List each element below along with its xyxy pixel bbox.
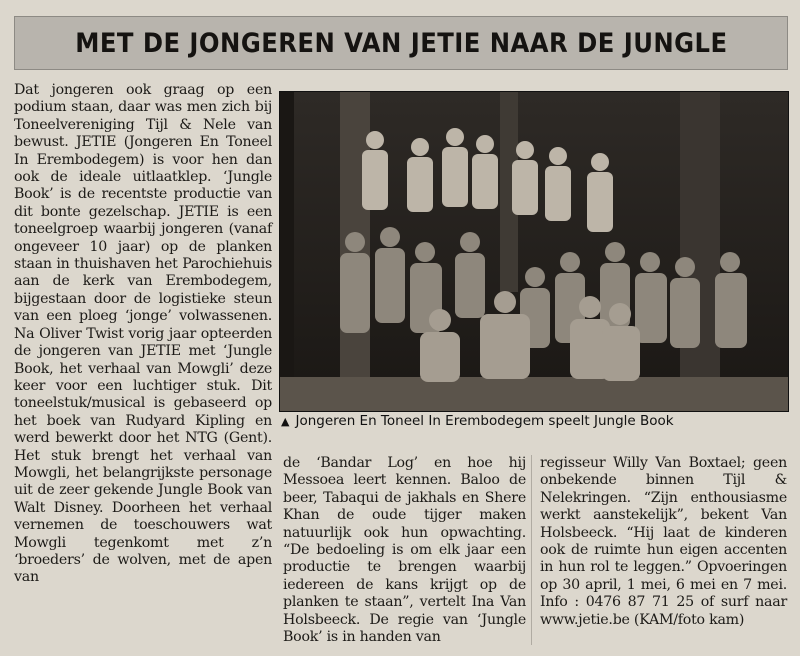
column-3-text: regisseur Willy Van Boxtael; geen onbekende binnen Tijl & Nelekringen. “Zijn enthousiasme werkt aanstekelijk”, bekent Van Holsbeeck. “Hij laat de kinderen ook de ruimte hun eigen accenten in hun rol te leggen.” Opvoeringen op 30 april, 1 mei, 6 mei en 7 mei. Info : 0476 87 71 25 of surf naar www.jetie.be (KAM/foto kam) [540,455,787,628]
photo-caption [281,413,791,429]
column-1-text: Dat jongeren ook graag op een podium staan, daar was men zich bij Toneelvereniging Tijl & Nele van bewust. JETIE (Jongeren En Toneel In Erembodegem) is voor hen dan ook de ideale uitlaatklep. ‘Jungle Book’ is de recentste productie van dit bonte gezelschap. JETIE is een toneelgroep waarbij jongeren (vanaf ongeveer 10 jaar) op de planken staan in thuishaven het Parochiehuis aan de kerk van Erembodegem, bijgestaan door de logistieke steun van een ploeg ‘jonge’ volwassenen. Na Oliver Twist vorig jaar opteerden de jongeren van JETIE met ‘Jungle Book, het verhaal van Mowgli’ deze keer voor een luchtiger stuk. Dit toneelstuk/musical is gebaseerd op het boek van Rudyard Kipling en werd bewerkt door het NTG (Gent). Het stuk brengt het verhaal van Mowgli, het belangrijkste personage uit de zeer gekende Jungle Book van Walt Disney. Doorheen het verhaal vernemen de toeschouwers wat Mowgli tegenkomt met z’n ‘broeders’ de wolven, met de apen van [14,82,272,586]
article-column-2 [283,455,526,646]
group-photo [279,91,789,412]
column-2-text: de ‘Bandar Log’ en hoe hij Messoea leert kennen. Baloo de beer, Tabaqui de jakhals en Shere Khan de oude tijger maken natuurlijk ook hun opwachting. “De bedoeling is om elk jaar een productie te brengen waarbij iedereen de kans krijgt op de planken te staan”, vertelt Ina Van Holsbeeck. De regie van ‘Jungle Book’ is in handen van [283,455,526,646]
article-column-1 [14,82,272,587]
headline-band [14,16,788,70]
column-divider [531,455,532,645]
triangle-up-icon: ▲ [281,414,290,428]
article-column-3 [540,455,787,629]
photo-caption-text: Jongeren En Toneel In Erembodegem speelt Jungle Book [295,413,674,429]
group-photo-illustration [280,92,788,411]
article-headline: MET DE JONGEREN VAN JETIE NAAR DE JUNGLE [74,27,728,59]
